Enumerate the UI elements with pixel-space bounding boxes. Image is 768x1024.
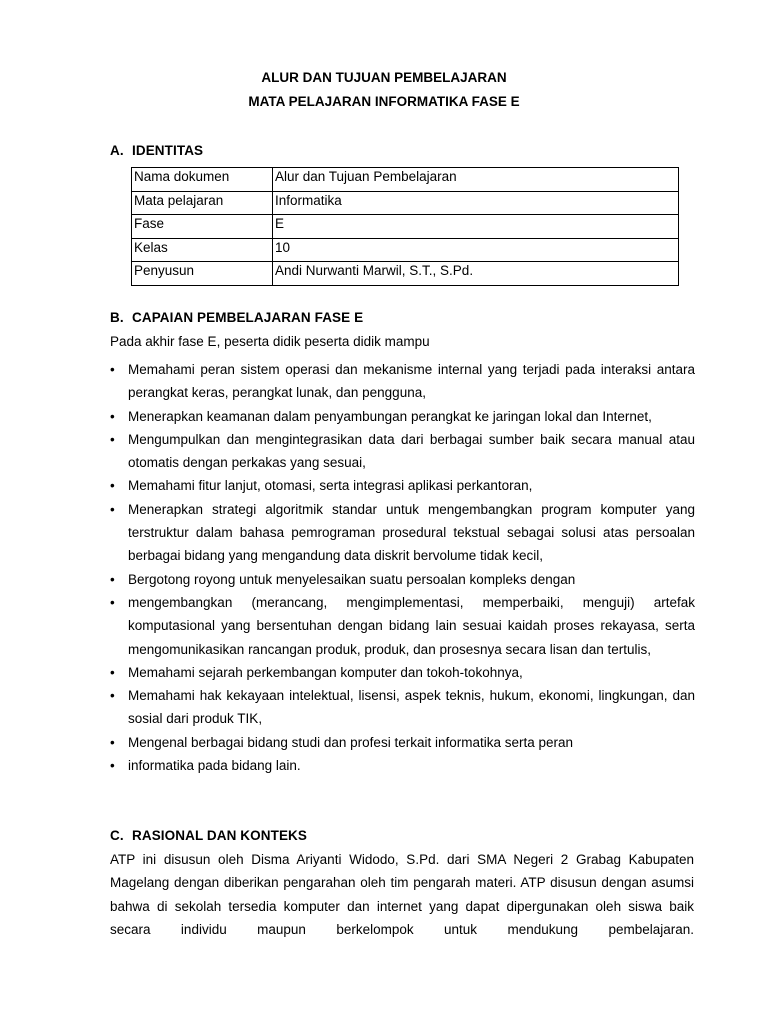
table-cell-key: Fase — [132, 215, 273, 239]
list-item — [110, 358, 695, 405]
table-cell-key: Mata pelajaran — [132, 191, 273, 215]
learning-outcomes-list — [110, 358, 695, 777]
bullet-icon: • — [110, 571, 115, 587]
list-item — [110, 591, 695, 661]
list-item-text: Mengumpulkan dan mengintegrasikan data dari berbagai sumber baik secara manual atau otomatis dengan perkakas yang sesuai, — [128, 431, 695, 471]
table-cell-value: 10 — [273, 238, 679, 262]
section-b-heading — [110, 310, 363, 326]
section-c-number: C. — [110, 828, 124, 843]
list-item — [110, 498, 695, 568]
list-item-text: mengembangkan (merancang, mengimplementasi, memperbaiki, menguji) artefak komputasional yang bersentuhan dengan bidang lain sesuai kaidah proses rekayasa, serta mengomunikasikan rancangan produk, produk, dan prosesnya secara lisan dan tertulis, — [128, 594, 695, 657]
list-item-text: Memahami hak kekayaan intelektual, lisensi, aspek teknis, hukum, ekonomi, lingkungan, dan sosial dari produk TIK, — [128, 688, 695, 727]
section-a-title: IDENTITAS — [132, 143, 204, 158]
section-b-intro: Pada akhir fase E, peserta didik peserta didik mampu — [110, 334, 430, 349]
bullet-icon: • — [110, 362, 115, 377]
list-item — [110, 731, 695, 754]
bullet-icon: • — [110, 664, 115, 680]
table-cell-key: Penyusun — [132, 262, 273, 286]
list-item-text: Bergotong royong untuk menyelesaikan suatu persoalan kompleks dengan — [128, 571, 576, 587]
section-c-paragraph: ATP ini disusun oleh Disma Ariyanti Widodo, S.Pd. dari SMA Negeri 2 Grabag Kabupaten Magelang dengan diberikan pengarahan oleh tim pengarah materi. ATP disusun dengan asumsi bahwa di sekolah tersedia komputer dan internet yang dapat dipergunakan oleh siswa baik secara individu maupun berkelompok untuk mendukung pembelajaran. — [110, 852, 694, 937]
identity-table — [131, 167, 679, 286]
section-b-number: B. — [110, 310, 124, 325]
bullet-icon: • — [110, 594, 115, 610]
list-item-text: Menerapkan strategi algoritmik standar untuk mengembangkan program komputer yang terstruktur dalam bahasa pemrograman prosedural tekstual sebagai solusi atas persoalan berbagai bidang yang mengandung data diskrit bervolume tidak kecil, — [128, 501, 695, 564]
bullet-icon: • — [110, 734, 115, 750]
table-row — [132, 168, 679, 192]
list-item — [110, 474, 695, 497]
list-item — [110, 754, 695, 777]
list-item-text: Memahami peran sistem operasi dan mekanisme internal yang terjadi pada interaksi antara perangkat keras, perangkat lunak, dan pengguna, — [128, 362, 695, 401]
list-item-text: Memahami fitur lanjut, otomasi, serta integrasi aplikasi perkantoran, — [128, 478, 533, 494]
section-a-number: A. — [110, 143, 124, 158]
list-item-text: Mengenal berbagai bidang studi dan profesi terkait informatika serta peran — [128, 734, 574, 750]
bullet-icon: • — [110, 758, 115, 774]
list-item-text: informatika pada bidang lain. — [128, 758, 301, 774]
table-row — [132, 262, 679, 286]
bullet-icon: • — [110, 688, 115, 704]
table-cell-key: Nama dokumen — [132, 168, 273, 192]
document-title: ALUR DAN TUJUAN PEMBELAJARAN — [261, 70, 507, 85]
list-item-text: Memahami sejarah perkembangan komputer dan tokoh-tokohnya, — [128, 664, 523, 680]
bullet-icon: • — [110, 501, 115, 517]
table-cell-value: E — [273, 215, 679, 239]
table-cell-value: Andi Nurwanti Marwil, S.T., S.Pd. — [273, 262, 679, 286]
table-row — [132, 238, 679, 262]
bullet-icon: • — [110, 408, 115, 424]
list-item — [110, 568, 695, 591]
section-c-title: RASIONAL DAN KONTEKS — [132, 828, 308, 843]
bullet-icon: • — [110, 431, 115, 447]
bullet-icon: • — [110, 478, 115, 494]
list-item — [110, 428, 695, 475]
section-b-title: CAPAIAN PEMBELAJARAN FASE E — [132, 310, 364, 325]
table-row — [132, 191, 679, 215]
table-cell-value: Alur dan Tujuan Pembelajaran — [273, 168, 679, 192]
table-cell-value: Informatika — [273, 191, 679, 215]
section-c-heading — [110, 828, 307, 844]
document-subtitle: MATA PELAJARAN INFORMATIKA FASE E — [248, 94, 520, 109]
list-item-text: Menerapkan keamanan dalam penyambungan perangkat ke jaringan lokal dan Internet, — [128, 408, 652, 424]
table-cell-key: Kelas — [132, 238, 273, 262]
table-row — [132, 215, 679, 239]
list-item — [110, 405, 695, 428]
list-item — [110, 661, 695, 684]
list-item — [110, 684, 695, 731]
section-a-heading — [110, 143, 203, 159]
